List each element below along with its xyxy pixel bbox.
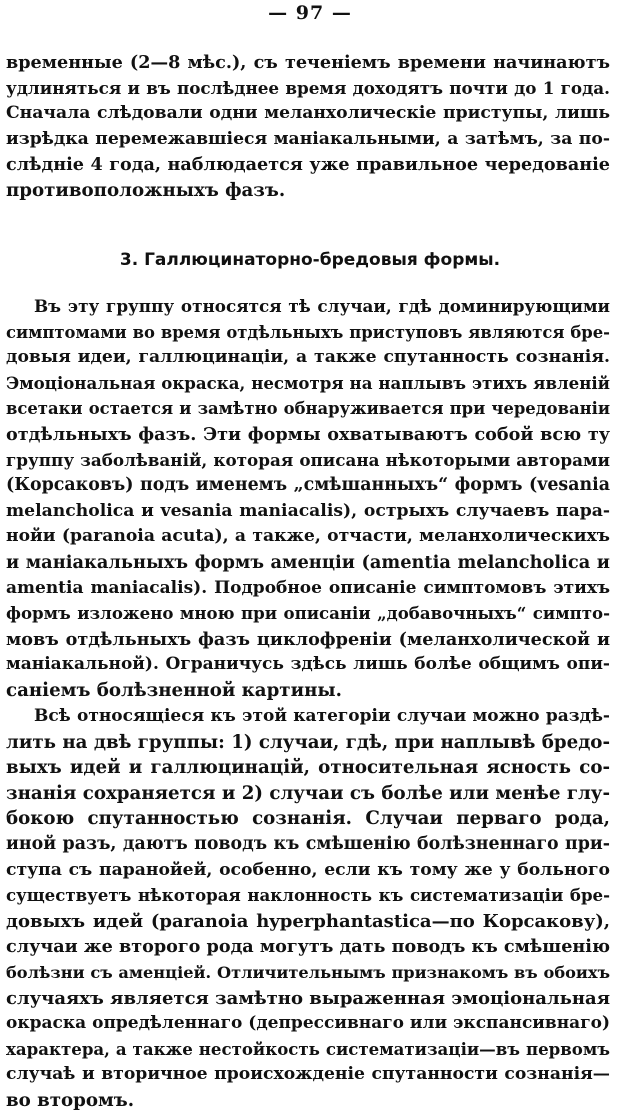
text-line: Въ эту группу относятся тѣ случаи, гдѣ доминирующими <box>34 296 610 316</box>
text-line: отдѣльныхъ фазъ. Эти формы охватываютъ собой всю ту <box>6 423 610 445</box>
text-line: довыхъ идей (paranoia hyperphantastica—по Корсакову), <box>6 910 610 932</box>
text-line: ступа съ паранойей, особенно, если къ тому же у больного <box>6 859 610 880</box>
text-line: болѣзни съ аменцiей. Отличительнымъ признакомъ въ обоихъ <box>6 962 610 982</box>
paragraph-1 <box>6 294 610 704</box>
text-line: случаи же второго рода могутъ дать поводъ къ смѣшенiю <box>6 936 610 958</box>
text-line: окраска опредѣленнаго (депрессивнаго или экспансивнаго) <box>6 1013 610 1034</box>
paragraph-2 <box>6 704 610 1114</box>
text-line: формъ изложено мною при описанiи „добавочныхъ“ симпто- <box>6 603 610 624</box>
text-line: довыя идеи, галлюцинацiи, а также спутанность сознанiя. <box>6 347 610 368</box>
text-line: всетаки остается и замѣтно обнаруживается при чередованiи <box>6 399 610 419</box>
text-line: amentia maniacalis). Подробное описанiе симптомовъ этихъ <box>6 577 610 598</box>
text-line: melancholica и vesania maniacalis), острыхъ случаевъ пара- <box>6 500 610 521</box>
text-line: существуетъ нѣкоторая наклонность къ систематизацiи бре- <box>6 885 610 906</box>
text-line: и манiакальныхъ формъ аменцiи (amentia melancholica и <box>6 551 610 573</box>
paragraph-continued <box>6 50 610 204</box>
text-line: (Корсаковъ) подъ именемъ „смѣшанныхъ“ формъ (vesania <box>6 475 610 496</box>
text-line: бокою спутанностью сознанiя. Случаи перваго рода, <box>6 808 610 830</box>
page-number: — 97 — <box>268 2 352 24</box>
text-line: знанiя сохраняется и 2) случаи съ болѣе или менѣе глу- <box>6 782 610 804</box>
text-line: случаѣ и вторичное происхожденiе спутанности сознанiя— <box>6 1064 610 1085</box>
text-line: Всѣ относящiеся къ этой категорiи случаи можно раздѣ- <box>34 706 610 726</box>
text-line: нойи (paranoia acuta), а также, отчасти, меланхолическихъ <box>6 526 610 547</box>
text-line: Эмоцiональная окраска, несмотря на наплывъ этихъ явленiй <box>6 372 610 393</box>
text-line: иной разъ, даютъ поводъ къ смѣшенiю болѣзненнаго при- <box>6 833 610 854</box>
text-line: симптомами во время отдѣльныхъ приступовъ являются бре- <box>6 322 610 342</box>
text-line: противоположныхъ фазъ. <box>6 179 286 201</box>
text-line: слѣднiе 4 года, наблюдается уже правильное чередованiе <box>6 154 610 176</box>
section-heading: 3. Галлюцинаторно-бредовыя формы. <box>119 250 501 270</box>
text-line: изрѣдка перемежавшiеся манiакальными, а затѣмъ, за по- <box>6 128 610 149</box>
text-line: группу заболѣванiй, которая описана нѣкоторыми авторами <box>6 449 610 470</box>
text-line: случаяхъ является замѣтно выраженная эмоцiональная <box>6 987 610 1009</box>
text-line: санiемъ болѣзненной картины. <box>6 679 342 701</box>
text-line: временные (2—8 мѣс.), съ теченiемъ времени начинаютъ <box>6 52 610 73</box>
text-line: во второмъ. <box>6 1089 135 1111</box>
text-line: мовъ отдѣльныхъ фазъ циклофренiи (меланхолической и <box>6 628 610 650</box>
text-line: удлиняться и въ послѣднее время доходятъ почти до 1 года. <box>6 77 610 98</box>
text-line: выхъ идей и галлюцинацiй, относительная ясность со- <box>6 757 610 779</box>
text-line: характера, а также нестойкость систематизацiи—въ первомъ <box>6 1038 610 1059</box>
text-line: лить на двѣ группы: 1) случаи, гдѣ, при наплывѣ бредо- <box>6 731 610 753</box>
text-line: Сначала слѣдовали одни меланхолическiе приступы, лишь <box>6 103 610 124</box>
text-line: манiакальной). Ограничусь здѣсь лишь болѣе общимъ опи- <box>6 654 610 675</box>
